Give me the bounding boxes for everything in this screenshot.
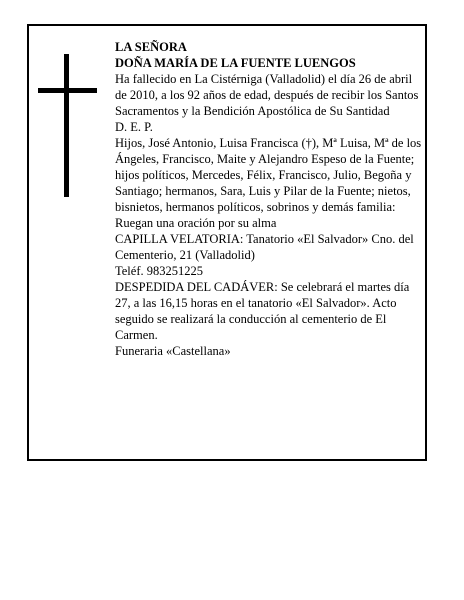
obituary-text xyxy=(115,39,423,359)
death-announcement: Ha fallecido en La Cistérniga (Valladolid) el día 26 de abril de 2010, a los 92 años de edad, después de recibir los Santos Sacramentos y la Bendición Apostólica de Su Santidad xyxy=(115,72,419,118)
phone-number: Teléf. 983251225 xyxy=(115,264,203,278)
wake-location: CAPILLA VELATORIA: Tanatorio «El Salvador» Cno. del Cementerio, 21 (Valladolid) xyxy=(115,232,414,262)
prayer-request: Ruegan una oración por su alma xyxy=(115,216,277,230)
funeral-home: Funeraria «Castellana» xyxy=(115,344,231,358)
cross-icon-crossbar xyxy=(38,88,97,93)
deceased-name: DOÑA MARÍA DE LA FUENTE LUENGOS xyxy=(115,56,356,70)
rip-text: D. E. P. xyxy=(115,120,153,134)
family-list: Hijos, José Antonio, Luisa Francisca (†), Mª Luisa, Mª de los Ángeles, Francisco, Maite y Alejandro Espeso de la Fuente; hijos políticos, Mercedes, Félix, Francisco, Julio, Begoña y Santiago; hermanos, Sara, Luis y Pilar de la Fuente; nietos, bisnietos, hermanos políticos, sobrinos y demás familia: xyxy=(115,136,422,214)
farewell-details: DESPEDIDA DEL CADÁVER: Se celebrará el martes día 27, a las 16,15 horas en el tanatorio «El Salvador». Acto seguido se realizará la conducción al cementerio de El Carmen. xyxy=(115,280,410,342)
cross-icon xyxy=(64,54,69,197)
title-line-1: LA SEÑORA xyxy=(115,40,187,54)
